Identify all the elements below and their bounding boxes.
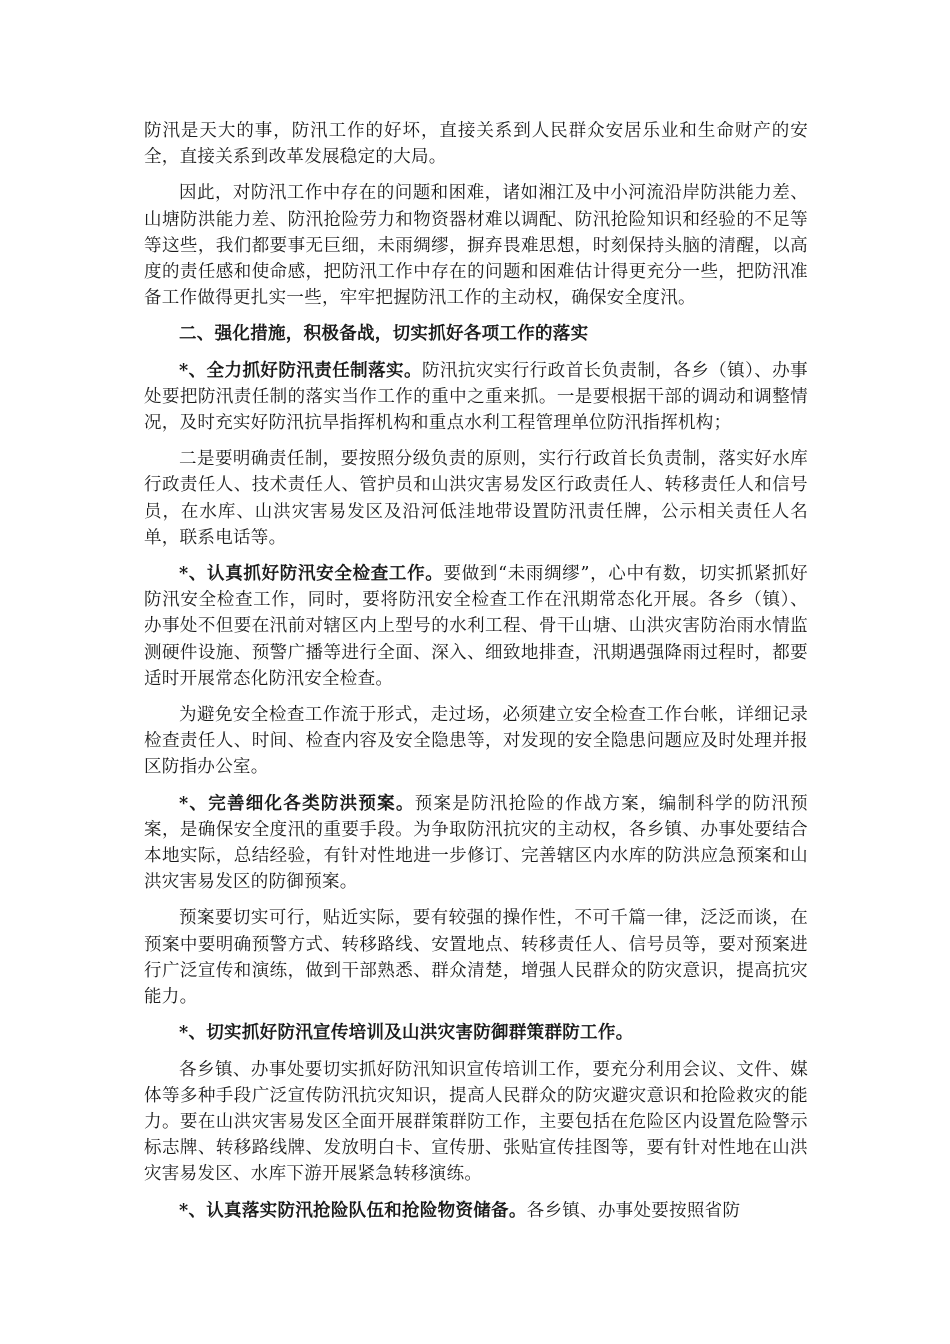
paragraph-1: 防汛是天大的事，防汛工作的好坏，直接关系到人民群众安居乐业和生命财产的安全，直接关系到改革发展稳定的大局。 xyxy=(144,121,808,168)
item-2-paragraph-b: 为避免安全检查工作流于形式，走过场，必须建立安全检查工作台帐，详细记录检查责任人、时间、检查内容及安全隐患等，对发现的安全隐患问题应及时处理并报区防指办公室。 xyxy=(144,705,808,778)
item-5-text: 各乡镇、办事处要按照省防 xyxy=(526,1200,741,1221)
item-1-paragraph-b: 二是要明确责任制，要按照分级负责的原则，实行行政首长负责制，落实好水库行政责任人、技术责任人、管护员和山洪灾害易发区行政责任人、转移责任人和信号员，在水库、山洪灾害易发区及沿河低洼地带设置防汛责任牌，公示相关责任人名单，联系电话等。 xyxy=(144,449,808,548)
item-5-lead: *、认真落实防汛抢险队伍和抢险物资储备。 xyxy=(179,1200,527,1221)
item-5-paragraph xyxy=(144,1198,808,1224)
item-3-paragraph xyxy=(144,791,808,896)
document-body xyxy=(144,118,808,1234)
section-heading: 二、强化措施，积极备战，切实抓好各项工作的落实 xyxy=(179,324,589,345)
item-4-lead: *、切实抓好防汛宣传培训及山洪灾害防御群策群防工作。 xyxy=(179,1023,634,1044)
item-1-paragraph xyxy=(144,358,808,437)
item-2-lead: *、认真抓好防汛安全检查工作。 xyxy=(179,564,444,585)
item-1-lead: *、全力抓好防汛责任制落实。 xyxy=(179,360,422,381)
item-3-text: 预案是防汛抢险的作战方案，编制科学的防汛预案，是确保安全度汛的重要手段。为争取防汛抗灾的主动权，各乡镇、办事处要结合本地实际，总结经验，有针对性地进一步修订、完善辖区内水库的防洪应急预案和山洪灾害易发区的防御预案。 xyxy=(144,793,808,893)
item-2-paragraph xyxy=(144,561,808,692)
item-4-paragraph-b: 各乡镇、办事处要切实抓好防汛知识宣传培训工作，要充分利用会议、文件、媒体等多种手段广泛宣传防汛抗灾知识，提高人民群众的防灾避灾意识和抢险救灾的能力。要在山洪灾害易发区全面开展群策群防工作，主要包括在危险区内设置危险警示标志牌、转移路线牌、发放明白卡、宣传册、张贴宣传挂图等，要有针对性地在山洪灾害易发区、水库下游开展紧急转移演练。 xyxy=(144,1059,808,1185)
paragraph-2: 因此，对防汛工作中存在的问题和困难，诸如湘江及中小河流沿岸防洪能力差、山塘防洪能力差、防汛抢险劳力和物资器材难以调配、防汛抢险知识和经验的不足等等这些，我们都要事无巨细，未雨绸缪，摒弃畏难思想，时刻保持头脑的清醒，以高度的责任感和使命感，把防汛工作中存在的问题和困难估计得更充分一些，把防汛准备工作做得更扎实一些，牢牢把握防汛工作的主动权，确保安全度汛。 xyxy=(144,183,808,309)
item-3-paragraph-b: 预案要切实可行，贴近实际，要有较强的操作性，不可千篇一律，泛泛而谈，在预案中要明确预警方式、转移路线、安置地点、转移责任人、信号员等，要对预案进行广泛宣传和演练，做到干部熟悉、群众清楚，增强人民群众的防灾意识，提高抗灾能力。 xyxy=(144,908,808,1008)
item-1-text: 防汛抗灾实行行政首长负责制，各乡（镇）、办事处要把防汛责任制的落实当作工作的重中之重来抓。一是要根据干部的调动和调整情况，及时充实好防汛抗旱指挥机构和重点水利工程管理单位防汛指挥机构； xyxy=(144,360,808,434)
item-2-text: 要做到“未雨绸缪”，心中有数，切实抓紧抓好防汛安全检查工作，同时，要将防汛安全检查工作在汛期常态化开展。各乡（镇）、办事处不但要在汛前对辖区内上型号的水利工程、骨干山塘、山洪灾害防治雨水情监测硬件设施、预警广播等进行全面、深入、细致地排查，汛期遇强降雨过程时，都要适时开展常态化防汛安全检查。 xyxy=(144,564,808,689)
item-3-lead: *、完善细化各类防洪预案。 xyxy=(179,793,415,814)
